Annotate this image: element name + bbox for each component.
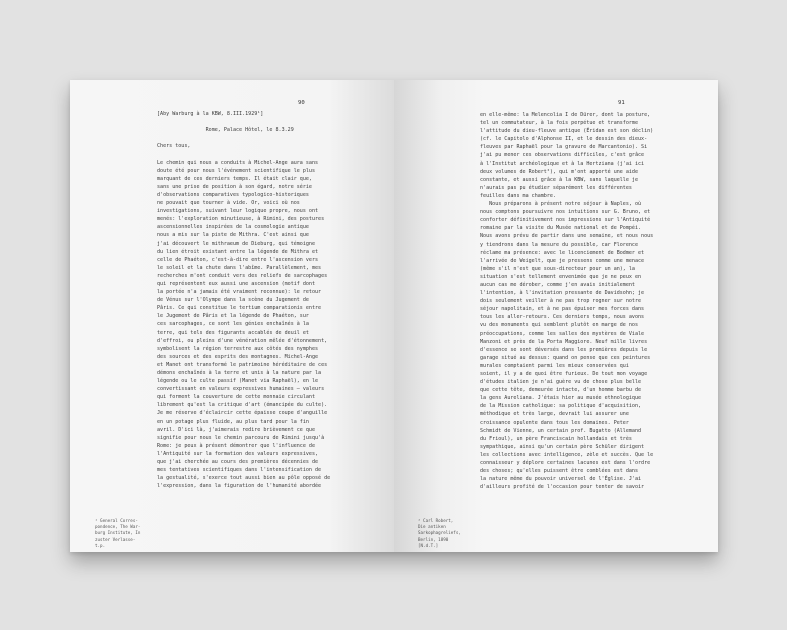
- text-line: soient, il y a de quoi être furieux. De tout mon voyage: [480, 371, 648, 377]
- text-line: [157, 150, 382, 158]
- text-line: l'attitude du dieu-fleuve antique (Éridan est son déclin): [480, 128, 654, 135]
- text-line: en un potage plus fluide, au plus tard pour la fin: [157, 418, 309, 425]
- text-line: connaisseur y déplore certaines lacunes est dans l'ordre: [480, 460, 651, 467]
- footnote-line: zuster Verlasse-: [95, 536, 136, 542]
- text-line: fleuves par Raphaël pour la gravure de Marcantonio). Si: [480, 144, 648, 151]
- text-line: conforter définitivement nos impressions sur l'Antiquité: [480, 217, 651, 224]
- text-line: préoccupations, comme les salles des mystères de Viale: [480, 330, 645, 337]
- text-line: [Aby Warburg à la KBW, 8.III.1929¹]: [157, 111, 264, 117]
- text-line: la nature même du pouvoir universel de l'Église. J'ai: [480, 476, 642, 483]
- footnote: [95, 518, 140, 549]
- text-line: croissance opulente dans tous les domaines. Peter: [480, 419, 629, 426]
- text-line: vu des monuments qui semblent plutôt en marge de nos: [480, 322, 639, 329]
- text-line: tous les aller-retours. Ces derniers temps, nous avons: [480, 314, 645, 321]
- footnote-line: pondence, The War-: [95, 524, 141, 530]
- footnote-line: Sarkophagreliefs,: [418, 530, 461, 536]
- text-line: nous a mis sur la piste de Mithra. C'est ainsi que: [157, 232, 309, 239]
- text-line: [157, 134, 382, 142]
- text-line: d'observations comparatives typologico-historiques: [157, 191, 309, 198]
- text-line: la gestualité, s'exerce tout aussi bien au pôle opposé de: [157, 475, 331, 482]
- text-line: réclame ma présence: avec le licenciement de Bodmer et: [480, 249, 645, 256]
- text-line: doute été pour nous l'événement scientifique le plus: [157, 167, 316, 174]
- left-page: [70, 80, 394, 552]
- text-line: le soleil et la chute dans l'abîme. Parallèlement, mes: [157, 264, 322, 271]
- text-line: mes tentatives scientifiques dans l'intensification de: [157, 467, 322, 474]
- text-line: deux volumes de Robert²), qui m'ont apporté une aide: [480, 168, 639, 175]
- footnote-line: burg Institute, In: [95, 530, 141, 536]
- text-line: (cf. le Capitolo d'Alphonse II, et le dessin des dieux-: [480, 136, 648, 143]
- text-line: celle de Phaéton, c'est-à-dire entre l'ascension vers: [157, 256, 319, 263]
- text-line: romaine par la visite du Musée national et de Pompéi.: [480, 225, 642, 232]
- text-line: méthodique et très large, devrait lui assurer une: [480, 411, 629, 418]
- text-line: garage situé au dessus: quand on pense que ces peintures: [480, 354, 651, 361]
- text-line: Schmidt de Vienne, un certain prof. Bugatto (Allemand: [480, 427, 642, 434]
- page-number: 90: [298, 100, 305, 106]
- text-line: dois seulement veiller à ne pas trop rogner sur notre: [480, 298, 642, 305]
- footnote-line: t.p.: [95, 542, 106, 548]
- text-line: j'ai découvert le mithraeum de Dieburg, qui témoigne: [157, 240, 316, 247]
- text-line: marquant de ces derniers temps. Il était clair que,: [157, 175, 312, 182]
- text-line: Chers tous,: [157, 143, 191, 150]
- text-line: l'intention, à l'invitation pressante de Davidsohn; je: [480, 290, 645, 297]
- text-line: séjour napolitain, et à ne pas épuiser mes forces dans: [480, 306, 645, 313]
- text-line: la gens Aureliana. J'étais hier au musée ethnologique: [480, 395, 642, 402]
- text-line: des choses; qu'elles puissent être comblées est dans: [480, 468, 639, 475]
- text-line: d'ailleurs profité de l'occasion pour tenter de savoir: [480, 484, 645, 491]
- text-line: à l'Institut archéologique et à la Hertziana (j'ai ici: [480, 160, 645, 167]
- text-line: constante, et aussi grâce à la KBW, sans laquelle je: [480, 176, 639, 183]
- footnote: [418, 518, 461, 549]
- text-line: [157, 118, 382, 126]
- text-line: l'Antiquité sur la formation des valeurs expressives,: [157, 450, 319, 457]
- footnote-line: ¹ General Corres-: [95, 518, 138, 523]
- text-line: sans une prise de position à son égard, notre série: [157, 183, 312, 190]
- text-line: Je me réserve d'éclaircir cette épaisse coupe d'anguille: [157, 410, 328, 417]
- text-line: que j'ai cherchée au cours des premières décennies de: [157, 459, 319, 466]
- text-line: du Frioul), un père Franciscain hollandais et très: [480, 435, 632, 442]
- text-line: investigations, suivant leur logique propre, nous ont: [157, 208, 319, 215]
- text-line: murales comptaient parmi les mieux conservées qui: [480, 362, 629, 369]
- text-line: nous comptons poursuivre nos intuitions sur G. Bruno, et: [480, 209, 651, 216]
- text-line: Nous avons prévu de partir dans une semaine, et nous nous: [480, 233, 654, 240]
- text-line: ne pouvait que tourner à vide. Or, voici où nos: [157, 200, 300, 207]
- text-line: terre, qui tels des figurants accablés de deuil et: [157, 329, 309, 336]
- text-line: l'expression, dans la figuration de l'humanité abordée: [157, 483, 322, 490]
- footnote-line: Berlin, 1890: [418, 536, 449, 542]
- text-line: (même s'il n'est que sous-directeur pour un an), la: [480, 265, 635, 272]
- text-line: ascensionnelles inspirées de la cosmologie antique: [157, 224, 309, 231]
- text-line: et Manet ont transformé le patrimoine héréditaire de ces: [157, 361, 328, 368]
- text-line: aucun cas me dérober, comme j'en avais initialement: [480, 281, 635, 288]
- text-line: j'ai pu mener ces observations difficiles, c'est grâce: [480, 152, 645, 159]
- footnote-line: Die antiken: [418, 524, 446, 530]
- body-text: [480, 111, 710, 491]
- right-page: [394, 80, 718, 552]
- text-line: Rome: je peux à présent démontrer que l'influence de: [157, 442, 316, 449]
- text-line: des sources et des esprits des montagnes. Michel-Ange: [157, 353, 319, 360]
- text-line: qui forment la couverture de cette monnaie circulant: [157, 394, 316, 401]
- text-line: avril. D'ici là, j'aimerais redire brièvement ce que: [157, 426, 316, 433]
- text-line: librement qu'est la critique d'art (émancipée du culte).: [157, 402, 328, 409]
- text-line: signifie pour nous le chemin parcouru de Rimini jusqu'à: [157, 434, 325, 441]
- footnote-line: ² Carl Robert,: [418, 518, 454, 523]
- text-line: de la Mission catholique: sa politique d'acquisition,: [480, 403, 642, 410]
- text-line: que cette tête, demeurée intacte, d'un homme barbu de: [480, 387, 642, 394]
- text-line: démons enchaînés à la terre et unis à la nature par la: [157, 370, 322, 376]
- text-line: du lien étroit existant entre la légende de Mithra et: [157, 248, 319, 255]
- text-line: la portée n'a jamais été vraiment reconnue): le retour: [157, 289, 322, 296]
- text-line: convertissant en valeurs expressives humaines — valeurs: [157, 386, 325, 393]
- text-line: de Vénus sur l'Olympe dans la scène du Jugement de: [157, 297, 309, 304]
- text-line: tel un commutateur, à la fois perpétue et transforme: [480, 120, 639, 127]
- footnote-line: [N.d.T.]: [418, 542, 439, 548]
- body-text: [157, 110, 382, 490]
- text-line: le Jugement de Pâris et la légende de Phaéton, sur: [157, 313, 309, 320]
- text-line: feuilles dans ma chambre.: [480, 192, 556, 199]
- text-line: ces sarcophages, ce sont les génies enchaînés à la: [157, 321, 309, 328]
- text-line: d'effroi, ou pleins d'une vénération mêlée d'étonnement,: [157, 337, 328, 344]
- text-line: sympathique, ainsi qu'un certain père Schüler dirigent: [480, 443, 645, 450]
- text-line: l'arrivée de Weigelt, que je pressens comme une menace: [480, 257, 645, 264]
- text-line: y tiendrons dans la mesure du possible, car Florence: [480, 241, 639, 248]
- text-line: en elle-même: la Melencolia I de Dürer, dont la posture,: [480, 112, 651, 118]
- text-line: d'essence se sont déversés dans les premières depuis le: [480, 346, 648, 353]
- page-number: 91: [618, 100, 625, 106]
- text-line: n'aurais pas pu étudier séparément les différentes: [480, 184, 632, 191]
- text-line: Nous préparons à présent notre séjour à Naples, où: [480, 201, 642, 208]
- text-line: Pâris. Ce qui constitue le tertium comparationis entre: [157, 305, 322, 312]
- text-line: les collections avec intelligence, zèle et succès. Que le: [480, 451, 654, 458]
- open-book: [70, 80, 718, 552]
- text-line: recherches m'ont conduit vers des reliefs de sarcophages: [157, 272, 328, 279]
- text-line: symbolisent la région terrestre aux côtés des nymphes: [157, 345, 319, 352]
- text-line: Manzoni et près de la Porta Maggiore. Neuf mille livres: [480, 338, 648, 345]
- text-line: menés: l'exploration minutieuse, à Rimini, des postures: [157, 216, 325, 223]
- text-line: Le chemin qui nous a conduits à Michel-Ange aura sans: [157, 159, 319, 166]
- text-line: Rome, Palace Hôtel, le 8.3.29: [157, 127, 294, 134]
- text-line: qui représentent eux aussi une ascension (motif dont: [157, 280, 316, 287]
- text-line: situation s'est tellement envenimée que je ne peux en: [480, 273, 642, 280]
- text-line: d'études italien je n'ai guère vu de chose plus belle: [480, 379, 642, 386]
- text-line: légende ou le culte passif (Manet via Raphaël), en le: [157, 378, 319, 385]
